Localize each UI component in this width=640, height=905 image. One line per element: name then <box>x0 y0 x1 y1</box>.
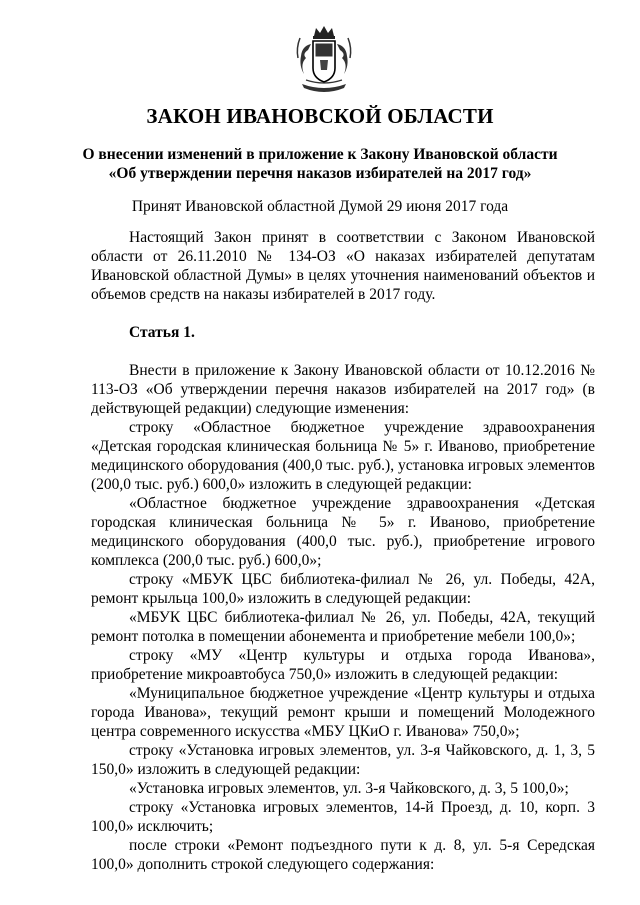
amendment-paragraph: «Областное бюджетное учреждение здравоохранения «Детская городская клиническая больница № 5» г. Иваново, приобретение медицинского оборудования (400,0 тыс. руб.), приобретение игрового комплекса (200,0 тыс. руб.) 600,0»; <box>91 495 595 569</box>
law-subtitle <box>60 145 580 183</box>
law-body <box>91 228 595 874</box>
amendment-paragraph: строку «Областное бюджетное учреждение здравоохранения «Детская городская клиническая больница № 5» г. Иваново, приобретение медицинского оборудования (400,0 тыс. руб.), установка игровых элементов (200,0 тыс. руб.) 600,0» изложить в следующей редакции: <box>91 419 595 493</box>
amendment-paragraph: «МБУК ЦБС библиотека-филиал № 26, ул. Победы, 42А, текущий ремонт потолка в помещении абонемента и приобретение мебели 100,0»; <box>91 609 595 645</box>
amendment-paragraph: Внести в приложение к Закону Ивановской области от 10.12.2016 № 113-ОЗ «Об утверждении перечня наказов избирателей на 2017 год» (в действующей редакции) следующие изменения: <box>91 362 595 417</box>
amendment-paragraph: «Муниципальное бюджетное учреждение «Центр культуры и отдыха города Иванова», текущий ремонт крыши и помещений Молодежного центра современного искусства «МБУ ЦКиО г. Иванова» 750,0»; <box>91 685 595 740</box>
amendment-paragraph: строку «МБУК ЦБС библиотека-филиал № 26, ул. Победы, 42А, ремонт крыльца 100,0» изложить в следующей редакции: <box>91 571 595 607</box>
subtitle-line-1: О внесении изменений в приложение к Закону Ивановской области <box>82 146 558 163</box>
amendment-paragraph: строку «Установка игровых элементов, ул. 3-я Чайковского, д. 1, 3, 5 150,0» изложить в следующей редакции: <box>91 742 595 778</box>
law-title: ЗАКОН ИВАНОВСКОЙ ОБЛАСТИ <box>146 104 494 128</box>
amendment-paragraph: строку «МУ «Центр культуры и отдыха города Иванова», приобретение микроавтобуса 750,0» изложить в следующей редакции: <box>91 647 595 683</box>
amendment-paragraph: «Установка игровых элементов, ул. 3-я Чайковского, д. 3, 5 100,0»; <box>129 780 569 797</box>
article-heading: Статья 1. <box>129 324 195 341</box>
amendment-paragraph: после строки «Ремонт подъездного пути к д. 8, ул. 5-я Середская 100,0» дополнить строкой следующего содержания: <box>91 837 595 873</box>
subtitle-line-2: «Об утверждении перечня наказов избирателей на 2017 год» <box>108 165 532 182</box>
adoption-note: Принят Ивановской областной Думой 29 июня 2017 года <box>131 198 509 215</box>
ivanovo-coat-of-arms-icon <box>292 24 356 98</box>
intro-paragraph: Настоящий Закон принят в соответствии с Законом Ивановской области от 26.11.2010 № 134-ОЗ «О наказах избирателей депутатам Ивановской областной Думы» в целях уточнения наименований объектов и объемов средств на наказы избирателей в 2017 году. <box>91 229 595 303</box>
amendment-paragraph: строку «Установка игровых элементов, 14-й Проезд, д. 10, корп. 3 100,0» исключить; <box>91 799 595 835</box>
